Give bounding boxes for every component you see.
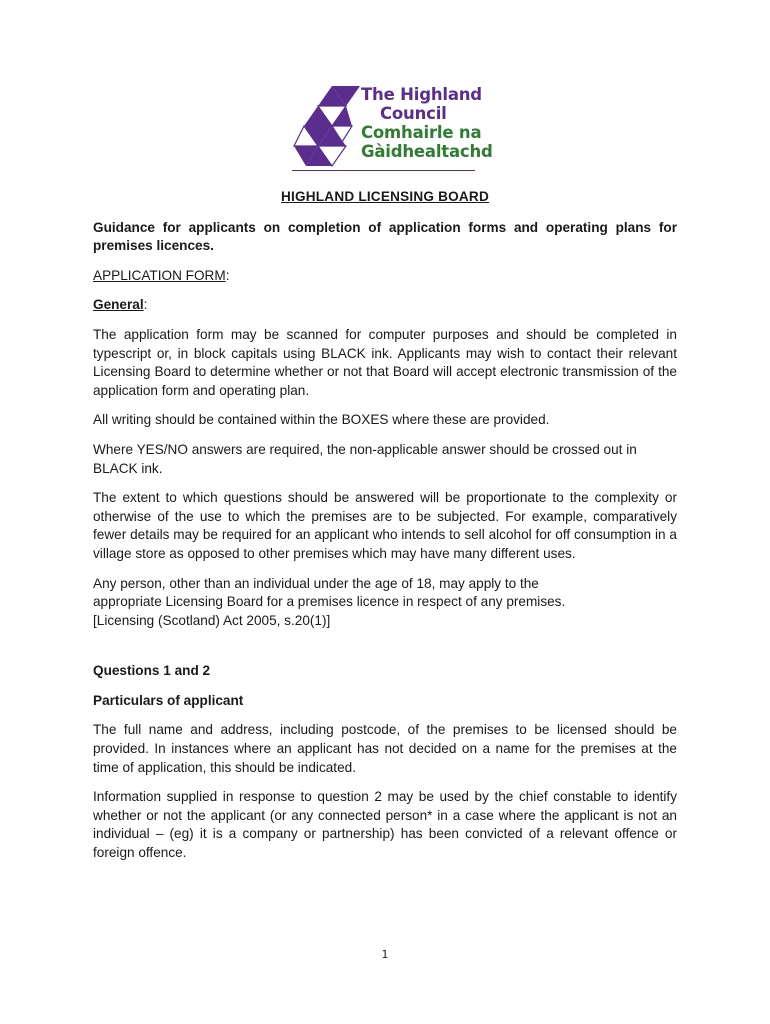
- logo-line-2: Council: [380, 104, 447, 123]
- paragraph-yes-no: Where YES/NO answers are required, the non-applicable answer should be crossed out in BLACK ink.: [93, 441, 637, 476]
- paragraph-full-name: The full name and address, including postcode, of the premises to be licensed should be provided. In instances where an applicant has not decided on a name for the premises at the time of application, this should be indicated.: [93, 722, 677, 775]
- paragraph-question-2: Information supplied in response to question 2 may be used by the chief constable to identify whether or not the applicant (or any connected person* in a case where the applicant is not an individual – (eg) it is a company or partnership) has been convicted of a relevant offence or foreign offence.: [93, 789, 677, 861]
- section-heading: [93, 267, 677, 286]
- paragraph-scanning: The application form may be scanned for computer purposes and should be completed in typescript or, in block capitals using BLACK ink. Applicants may wish to contact their relevant Licensing Board to determine whether or not that Board will accept electronic transmission of the application form and operating plan.: [93, 326, 677, 398]
- paragraph-extent: The extent to which questions should be answered will be proportionate to the complexity or otherwise of the use to which the premises are to be subjected. For example, comparatively fewer details may be required for an applicant who intends to sell alcohol for off consumption in a village store as opposed to other premises which may have many different uses.: [93, 490, 677, 561]
- triangle-mosaic-logo-icon: [292, 84, 364, 168]
- logo-wordmark: [361, 85, 493, 161]
- paragraph-boxes: All writing should be contained within the BOXES where these are provided.: [93, 412, 550, 428]
- any-person-line-2: appropriate Licensing Board for a premises licence in respect of any premises.: [93, 594, 566, 610]
- section-heading-colon: :: [225, 267, 230, 283]
- any-person-line-1: Any person, other than an individual under the age of 18, may apply to the: [93, 575, 539, 591]
- logo-line-1: The Highland: [361, 85, 482, 104]
- subheading-colon: :: [143, 297, 148, 313]
- page-number: 1: [381, 948, 389, 961]
- any-person-line-3: [Licensing (Scotland) Act 2005, s.20(1)]: [93, 612, 331, 628]
- particulars-heading: Particulars of applicant: [93, 692, 244, 708]
- paragraph-any-person: [93, 575, 677, 631]
- section-heading-text: APPLICATION FORM: [93, 267, 226, 283]
- subheading-general: [93, 296, 677, 315]
- logo-line-4: Gàidhealtachd: [361, 142, 493, 161]
- highland-council-logo: [292, 84, 492, 174]
- subheading-general-text: General: [93, 297, 144, 313]
- document-body: [93, 188, 677, 863]
- logo-line-3: Comhairle na: [361, 123, 482, 142]
- board-title: HIGHLAND LICENSING BOARD: [281, 189, 489, 204]
- guidance-title: Guidance for applicants on completion of application forms and operating plans for premises licences.: [93, 219, 677, 254]
- logo-underline: [292, 170, 475, 171]
- questions-heading: Questions 1 and 2: [93, 663, 211, 679]
